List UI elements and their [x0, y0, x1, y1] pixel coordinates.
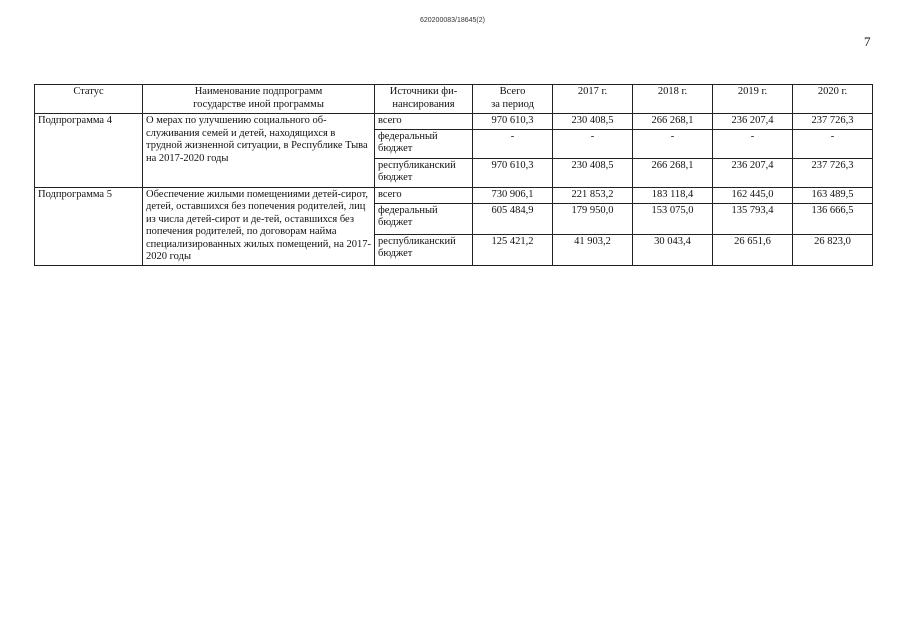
value-total: 970 610,3 — [473, 158, 553, 187]
value-total: 970 610,3 — [473, 114, 553, 130]
source-cell: всего — [375, 114, 473, 130]
col-header-2020 — [793, 85, 873, 114]
page-number: 7 — [864, 34, 871, 49]
col-header-2019-line: 2019 г. — [737, 86, 768, 97]
col-header-name — [143, 85, 375, 114]
value-total: - — [473, 129, 553, 158]
source-cell: республиканский бюджет — [375, 234, 473, 265]
value-2020: 26 823,0 — [793, 234, 873, 265]
col-header-2018 — [633, 85, 713, 114]
col-header-2017-line: 2017 г. — [577, 86, 608, 97]
value-2020: 237 726,3 — [793, 158, 873, 187]
value-total: 125 421,2 — [473, 234, 553, 265]
value-2018: 30 043,4 — [633, 234, 713, 265]
col-header-2019 — [713, 85, 793, 114]
col-header-source-line-1: Источники фи- — [389, 86, 458, 97]
table-header-row — [35, 85, 873, 114]
value-2018: 266 268,1 — [633, 114, 713, 130]
col-header-status-line: Статус — [73, 86, 104, 97]
value-2020: - — [793, 129, 873, 158]
col-header-total-line-1: Всего — [499, 86, 526, 97]
value-total: 605 484,9 — [473, 203, 553, 234]
value-2017: 179 950,0 — [553, 203, 633, 234]
value-2019: 236 207,4 — [713, 158, 793, 187]
value-2019: 26 651,6 — [713, 234, 793, 265]
value-2019: 162 445,0 — [713, 187, 793, 203]
col-header-source-line-2: нансирования — [392, 98, 455, 110]
col-header-status — [35, 85, 143, 114]
funding-table — [34, 84, 873, 266]
status-cell: Подпрограмма 4 — [35, 114, 143, 188]
col-header-name-line-1: Наименование подпрограмм — [194, 86, 323, 97]
table-row — [35, 114, 873, 130]
col-header-total — [473, 85, 553, 114]
source-cell: федеральный бюджет — [375, 129, 473, 158]
value-2019: 236 207,4 — [713, 114, 793, 130]
source-cell: всего — [375, 187, 473, 203]
value-2018: 183 118,4 — [633, 187, 713, 203]
col-header-2018-line: 2018 г. — [657, 86, 688, 97]
value-2019: 135 793,4 — [713, 203, 793, 234]
source-cell: федеральный бюджет — [375, 203, 473, 234]
value-2018: 266 268,1 — [633, 158, 713, 187]
col-header-name-line-2: государстве иной программы — [193, 98, 324, 110]
subprogram-name-cell: О мерах по улучшению социального об-служивания семей и детей, находящихся в трудной жизненной ситуации, в Республике Тыва на 2017-2020 годы — [143, 114, 375, 188]
value-2020: 237 726,3 — [793, 114, 873, 130]
value-2020: 136 666,5 — [793, 203, 873, 234]
col-header-source — [375, 85, 473, 114]
value-2017: - — [553, 129, 633, 158]
value-2019: - — [713, 129, 793, 158]
value-2018: - — [633, 129, 713, 158]
table-row — [35, 187, 873, 203]
value-2017: 230 408,5 — [553, 158, 633, 187]
col-header-2017 — [553, 85, 633, 114]
value-2017: 41 903,2 — [553, 234, 633, 265]
value-2018: 153 075,0 — [633, 203, 713, 234]
status-cell: Подпрограмма 5 — [35, 187, 143, 265]
document-id: 620200083/18645(2) — [419, 17, 485, 24]
col-header-2020-line: 2020 г. — [817, 86, 848, 97]
value-2017: 230 408,5 — [553, 114, 633, 130]
value-total: 730 906,1 — [473, 187, 553, 203]
col-header-total-line-2: за период — [491, 98, 534, 110]
source-cell: республиканский бюджет — [375, 158, 473, 187]
value-2020: 163 489,5 — [793, 187, 873, 203]
subprogram-name-cell: Обеспечение жилыми помещениями детей-сирот, детей, оставшихся без попечения родителей, лиц из числа детей-сирот и де-тей, оставшихся без попечения родителей, по договорам найма специализированных жилых помещений, на 2017-2020 годы — [143, 187, 375, 265]
value-2017: 221 853,2 — [553, 187, 633, 203]
